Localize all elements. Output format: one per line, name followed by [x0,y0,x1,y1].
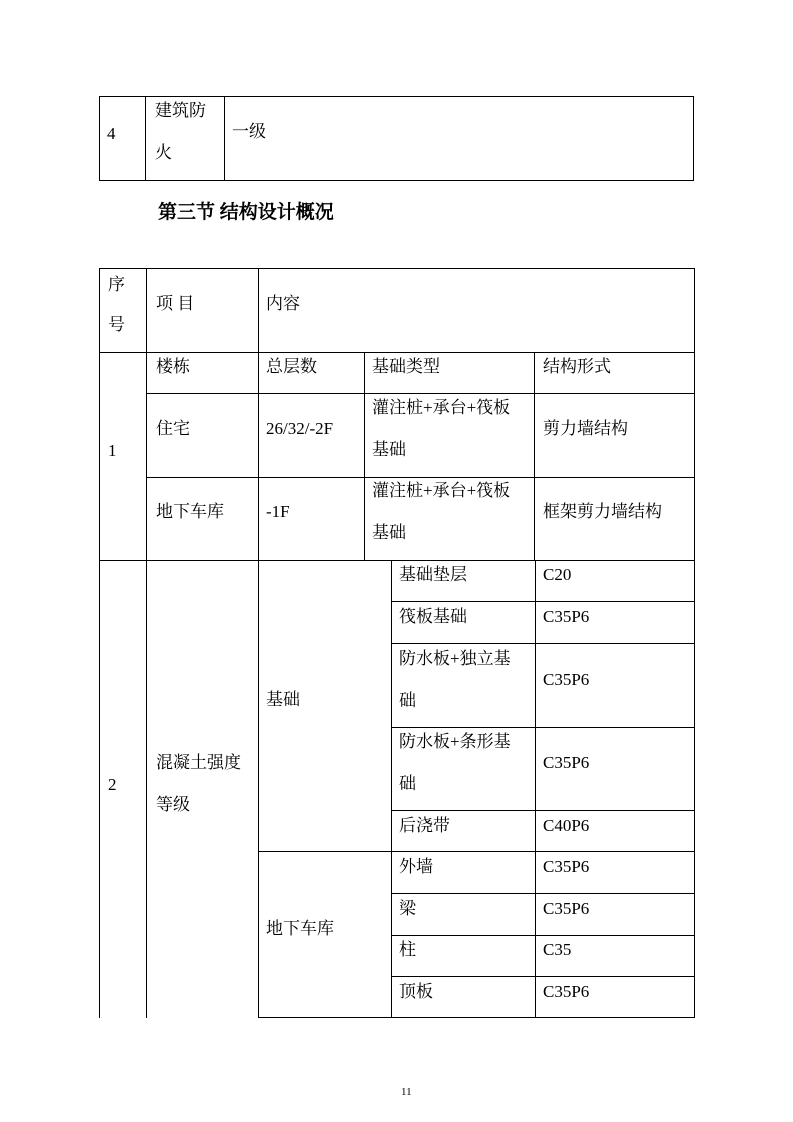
foundation-type: 灌注桩+承台+筏板 [372,481,511,500]
part-name: 后浇带 [399,816,450,835]
part-name: 基础垫层 [399,565,467,584]
table-border [146,268,147,1018]
column-label: 基础类型 [372,357,440,376]
concrete-grade: C40P6 [543,816,590,835]
row-number: 2 [108,775,117,794]
table-border [99,268,100,1018]
table-border [391,727,695,728]
part-name: 础 [399,774,416,793]
part-name: 梁 [399,899,416,918]
group-label: 地下车库 [266,919,334,938]
table-border [391,935,695,936]
table-border [224,96,225,181]
table-border [99,352,695,353]
concrete-grade: C35 [543,940,572,959]
page-number: 11 [401,1086,412,1098]
floor-count: 26/32/-2F [266,419,334,438]
item-label: 混凝土强度 [156,753,241,772]
building-name: 地下车库 [156,502,224,521]
column-label: 楼栋 [156,357,190,376]
table-border [391,601,695,602]
concrete-grade: C35P6 [543,607,590,626]
table-border [391,643,695,644]
header-content: 内容 [266,294,300,313]
header-no: 号 [108,315,125,334]
foundation-type: 基础 [372,440,406,459]
floor-count: -1F [266,502,290,521]
table-border [535,560,536,1018]
table-border [534,352,535,561]
concrete-grade: C35P6 [543,753,590,772]
table-border [146,393,695,394]
table-border [99,96,100,181]
building-name: 住宅 [156,419,190,438]
concrete-grade: C35P6 [543,982,590,1001]
header-item: 项 目 [156,294,195,313]
concrete-grade: C35P6 [543,857,590,876]
table-border [99,268,695,269]
concrete-grade: C35P6 [543,899,590,918]
part-name: 防水板+条形基 [399,732,511,751]
concrete-grade: C20 [543,565,572,584]
part-name: 顶板 [399,982,433,1001]
table-border [694,268,695,1018]
item-label: 火 [155,143,172,162]
table-border [364,352,365,561]
table-border [258,851,695,852]
part-name: 防水板+独立基 [399,649,511,668]
item-label: 等级 [156,795,190,814]
table-border [258,268,259,1018]
content-value: 一级 [232,122,266,141]
column-label: 结构形式 [543,357,611,376]
group-label: 基础 [266,690,300,709]
column-label: 总层数 [266,357,317,376]
table-border [391,976,695,977]
part-name: 础 [399,691,416,710]
structure-form: 剪力墙结构 [543,419,628,438]
part-name: 筏板基础 [399,607,467,626]
foundation-type: 基础 [372,523,406,542]
table-border [391,810,695,811]
table-border [145,96,146,181]
table-border [391,893,695,894]
row-number: 1 [108,441,117,460]
part-name: 外墙 [399,857,433,876]
structure-form: 框架剪力墙结构 [543,502,662,521]
table-border [99,560,695,561]
concrete-grade: C35P6 [543,670,590,689]
header-no: 序 [108,275,125,294]
table-border [391,560,392,1018]
foundation-type: 灌注桩+承台+筏板 [372,398,511,417]
row-number: 4 [107,124,116,143]
table-border [146,477,695,478]
part-name: 柱 [399,940,416,959]
table-border [258,1017,695,1018]
section-title: 第三节 结构设计概况 [158,202,334,223]
table-border [99,96,694,97]
table-border [693,96,694,181]
item-label: 建筑防 [155,101,206,120]
table-border [99,180,694,181]
